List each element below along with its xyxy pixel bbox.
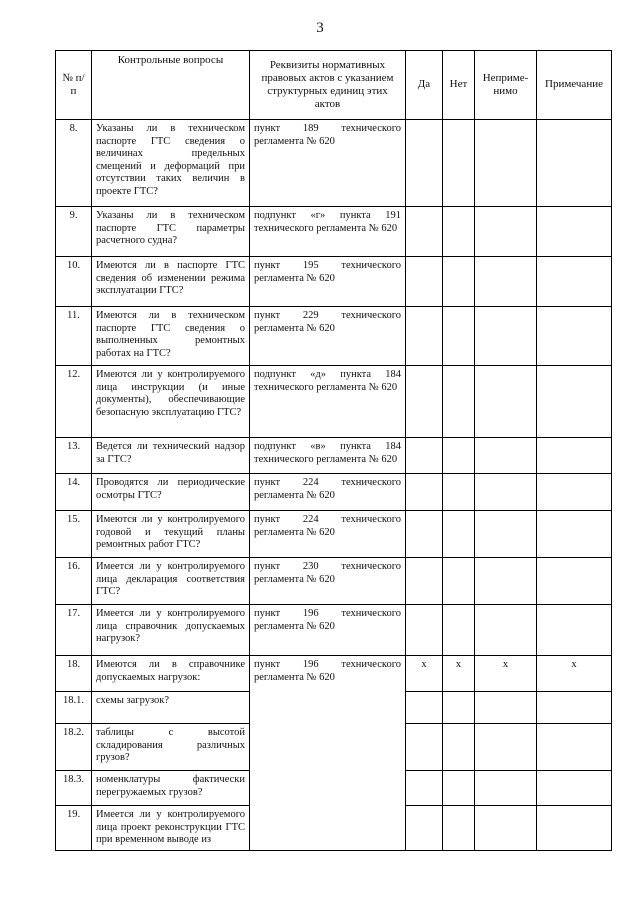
- table-row: [56, 307, 612, 366]
- not-applicable-cell[interactable]: [475, 771, 537, 806]
- note-cell[interactable]: [537, 207, 612, 257]
- row-reference: пункт 229 технического регламента № 620: [250, 307, 406, 366]
- header-question: Контрольные вопросы: [92, 51, 250, 120]
- row-number: 14.: [56, 474, 92, 511]
- no-cell[interactable]: [443, 511, 475, 558]
- row-reference: пункт 196 технического регламента № 620: [250, 656, 406, 851]
- no-cell[interactable]: [443, 474, 475, 511]
- yes-cell[interactable]: [406, 605, 443, 656]
- yes-cell[interactable]: [406, 474, 443, 511]
- row-number: 16.: [56, 558, 92, 605]
- page-number: 3: [316, 20, 324, 36]
- note-cell[interactable]: [537, 771, 612, 806]
- header-row: [56, 51, 612, 120]
- note-cell[interactable]: [537, 257, 612, 307]
- table-row: [56, 257, 612, 307]
- row-number: 18.: [56, 656, 92, 692]
- no-cell[interactable]: [443, 724, 475, 771]
- row-question: схемы загрузок?: [92, 692, 250, 724]
- row-question: Указаны ли в техническом паспорте ГТС параметры расчетного судна?: [92, 207, 250, 257]
- note-cell[interactable]: [537, 120, 612, 207]
- no-cell[interactable]: [443, 692, 475, 724]
- row-number: 11.: [56, 307, 92, 366]
- table-row: [56, 605, 612, 656]
- row-number: 13.: [56, 438, 92, 474]
- note-cell[interactable]: [537, 558, 612, 605]
- row-reference: подпункт «г» пункта 191 технического регламента № 620: [250, 207, 406, 257]
- yes-cell[interactable]: [406, 307, 443, 366]
- row-question: Имеются ли в справочнике допускаемых нагрузок:: [92, 656, 250, 692]
- note-cell[interactable]: [537, 511, 612, 558]
- table-row: [56, 656, 612, 692]
- header-no: Нет: [443, 51, 475, 120]
- table-row: [56, 438, 612, 474]
- table-row: [56, 474, 612, 511]
- row-reference: пункт 196 технического регламента № 620: [250, 605, 406, 656]
- yes-cell[interactable]: [406, 257, 443, 307]
- row-number: 18.3.: [56, 771, 92, 806]
- header-reference: Реквизиты нормативных правовых актов с указанием структурных единиц этих актов: [250, 51, 406, 120]
- row-reference: подпункт «в» пункта 184 технического регламента № 620: [250, 438, 406, 474]
- not-applicable-cell[interactable]: [475, 511, 537, 558]
- no-cell[interactable]: [443, 558, 475, 605]
- not-applicable-cell[interactable]: [475, 724, 537, 771]
- not-applicable-cell: x: [475, 656, 537, 692]
- header-not-applicable: Непримe-нимо: [475, 51, 537, 120]
- no-cell[interactable]: [443, 366, 475, 438]
- not-applicable-cell[interactable]: [475, 474, 537, 511]
- no-cell[interactable]: [443, 257, 475, 307]
- row-number: 18.2.: [56, 724, 92, 771]
- row-reference: пункт 195 технического регламента № 620: [250, 257, 406, 307]
- row-question: Имеются ли в техническом паспорте ГТС сведения о выполненных ремонтных работах на ГТС?: [92, 307, 250, 366]
- not-applicable-cell[interactable]: [475, 120, 537, 207]
- row-number: 18.1.: [56, 692, 92, 724]
- row-number: 8.: [56, 120, 92, 207]
- header-yes: Да: [406, 51, 443, 120]
- yes-cell[interactable]: [406, 558, 443, 605]
- note-cell[interactable]: [537, 692, 612, 724]
- note-cell[interactable]: [537, 605, 612, 656]
- table-row: [56, 207, 612, 257]
- row-reference: пункт 189 технического регламента № 620: [250, 120, 406, 207]
- no-cell[interactable]: [443, 120, 475, 207]
- yes-cell[interactable]: [406, 511, 443, 558]
- row-number: 19.: [56, 806, 92, 851]
- not-applicable-cell[interactable]: [475, 438, 537, 474]
- row-reference: пункт 224 технического регламента № 620: [250, 511, 406, 558]
- note-cell: x: [537, 656, 612, 692]
- row-reference: пункт 230 технического регламента № 620: [250, 558, 406, 605]
- note-cell[interactable]: [537, 366, 612, 438]
- not-applicable-cell[interactable]: [475, 692, 537, 724]
- not-applicable-cell[interactable]: [475, 605, 537, 656]
- yes-cell[interactable]: [406, 207, 443, 257]
- no-cell[interactable]: [443, 771, 475, 806]
- not-applicable-cell[interactable]: [475, 366, 537, 438]
- no-cell[interactable]: [443, 207, 475, 257]
- row-question: Указаны ли в техническом паспорте ГТС сведения о величинах предельных смещений и деформаций при отсутствии таких величин в проекте ГТС?: [92, 120, 250, 207]
- not-applicable-cell[interactable]: [475, 207, 537, 257]
- row-reference: пункт 224 технического регламента № 620: [250, 474, 406, 511]
- note-cell[interactable]: [537, 474, 612, 511]
- row-question: Проводятся ли периодические осмотры ГТС?: [92, 474, 250, 511]
- checklist-table: [55, 50, 612, 851]
- no-cell[interactable]: [443, 307, 475, 366]
- yes-cell[interactable]: [406, 120, 443, 207]
- no-cell: x: [443, 656, 475, 692]
- not-applicable-cell[interactable]: [475, 257, 537, 307]
- not-applicable-cell[interactable]: [475, 307, 537, 366]
- note-cell[interactable]: [537, 307, 612, 366]
- row-number: 9.: [56, 207, 92, 257]
- table-row: [56, 366, 612, 438]
- yes-cell[interactable]: [406, 366, 443, 438]
- note-cell[interactable]: [537, 806, 612, 851]
- row-question: Имеется ли у контролируемого лица проект реконструкции ГТС при временном выводе из: [92, 806, 250, 851]
- no-cell[interactable]: [443, 806, 475, 851]
- not-applicable-cell[interactable]: [475, 806, 537, 851]
- row-question: Имеется ли у контролируемого лица декларация соответствия ГТС?: [92, 558, 250, 605]
- yes-cell[interactable]: [406, 806, 443, 851]
- row-question: Ведется ли технический надзор за ГТС?: [92, 438, 250, 474]
- table-row: [56, 120, 612, 207]
- row-number: 17.: [56, 605, 92, 656]
- row-number: 15.: [56, 511, 92, 558]
- no-cell[interactable]: [443, 605, 475, 656]
- row-question: номенклатуры фактически перегружаемых грузов?: [92, 771, 250, 806]
- not-applicable-cell[interactable]: [475, 558, 537, 605]
- header-num: № п/п: [56, 51, 92, 120]
- no-cell[interactable]: [443, 438, 475, 474]
- row-question: таблицы с высотой складирования различных грузов?: [92, 724, 250, 771]
- header-note: Примечание: [537, 51, 612, 120]
- table-row: [56, 511, 612, 558]
- row-question: Имеется ли у контролируемого лица справочник допускаемых нагрузок?: [92, 605, 250, 656]
- note-cell[interactable]: [537, 724, 612, 771]
- yes-cell[interactable]: [406, 438, 443, 474]
- row-question: Имеются ли в паспорте ГТС сведения об изменении режима эксплуатации ГТС?: [92, 257, 250, 307]
- yes-cell: x: [406, 656, 443, 692]
- note-cell[interactable]: [537, 438, 612, 474]
- row-question: Имеются ли у контролируемого годовой и текущий планы ремонтных работ ГТС?: [92, 511, 250, 558]
- row-number: 10.: [56, 257, 92, 307]
- yes-cell[interactable]: [406, 771, 443, 806]
- yes-cell[interactable]: [406, 724, 443, 771]
- yes-cell[interactable]: [406, 692, 443, 724]
- row-question: Имеются ли у контролируемого лица инструкции (и иные документы), обеспечивающие безопасную эксплуатацию ГТС?: [92, 366, 250, 438]
- row-number: 12.: [56, 366, 92, 438]
- row-reference: подпункт «д» пункта 184 технического регламента № 620: [250, 366, 406, 438]
- table-row: [56, 558, 612, 605]
